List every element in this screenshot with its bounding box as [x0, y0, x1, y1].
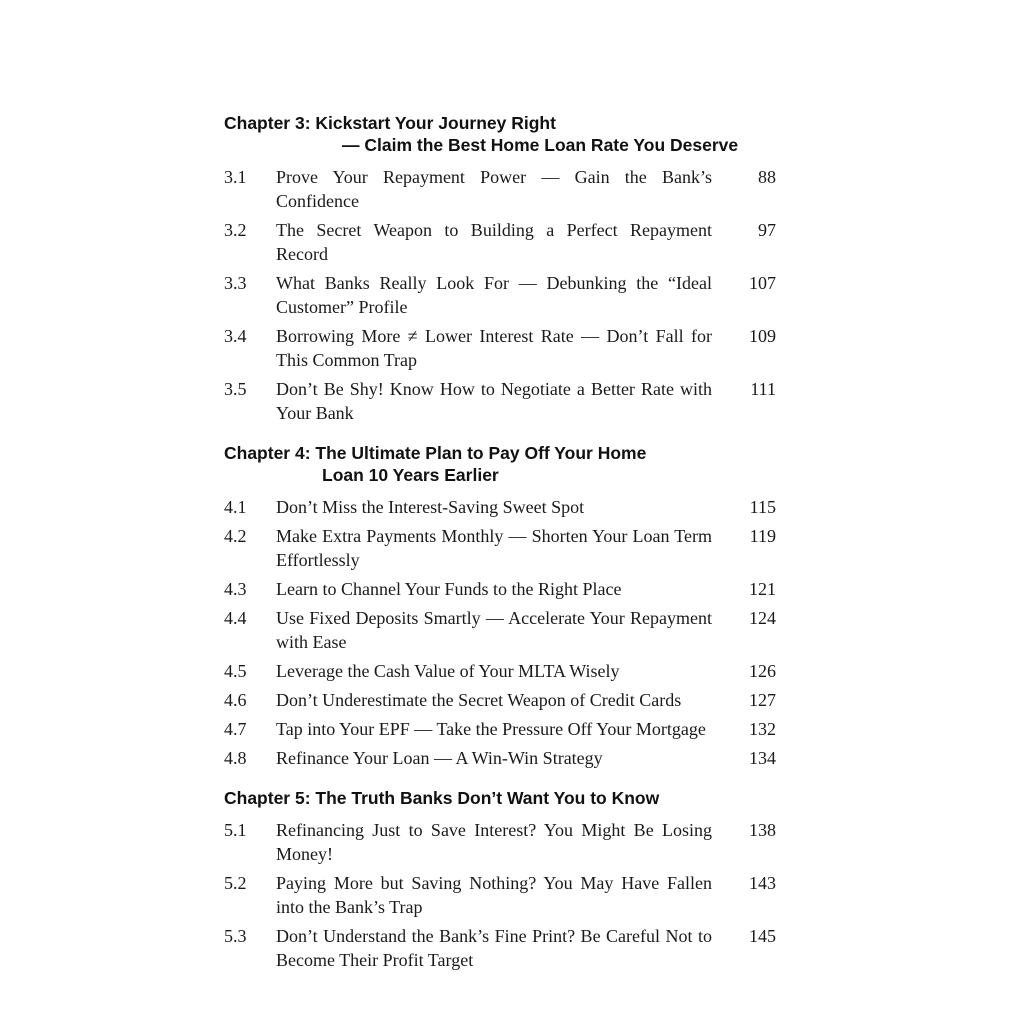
section-title: Paying More but Saving Nothing? You May Have Fallen into the Bank’s Trap: [276, 873, 712, 917]
toc-entry: [224, 717, 780, 741]
section-title: Make Extra Payments Monthly — Shorten Your Loan Term Effortlessly: [276, 526, 712, 570]
section-title: Refinancing Just to Save Interest? You Might Be Losing Money!: [276, 820, 712, 864]
chapter-heading-line2: — Claim the Best Home Loan Rate You Deserve: [342, 135, 739, 155]
section-number: 4.4: [224, 608, 247, 628]
spacer: [224, 775, 780, 787]
page-number: 111: [750, 379, 776, 399]
section-number: 4.1: [224, 497, 247, 517]
section-title: Don’t Underestimate the Secret Weapon of Credit Cards: [276, 690, 682, 710]
chapter-heading-line1: Chapter 5: The Truth Banks Don’t Want You to Know: [224, 788, 660, 808]
section-title: Don’t Miss the Interest-Saving Sweet Spot: [276, 497, 585, 517]
toc-entry: [224, 495, 780, 519]
toc-entry: [224, 218, 780, 266]
toc-entry: [224, 324, 780, 372]
toc-entry: [224, 165, 780, 213]
section-number: 3.5: [224, 379, 247, 399]
toc-entry: [224, 746, 780, 770]
toc-entry: [224, 924, 780, 972]
toc-entry: [224, 606, 780, 654]
page-number: 119: [749, 526, 776, 546]
chapter-heading-line2: Loan 10 Years Earlier: [322, 465, 499, 485]
section-title: The Secret Weapon to Building a Perfect Repayment Record: [276, 220, 712, 264]
page-number: 138: [749, 820, 776, 840]
section-number: 3.4: [224, 326, 247, 346]
section-number: 4.6: [224, 690, 247, 710]
section-title: Refinance Your Loan — A Win-Win Strategy: [276, 748, 603, 768]
toc-entry: [224, 818, 780, 866]
section-number: 3.3: [224, 273, 247, 293]
spacer: [224, 430, 780, 442]
section-number: 5.2: [224, 873, 247, 893]
chapter-heading: [224, 112, 780, 156]
toc-entry: [224, 577, 780, 601]
section-number: 3.1: [224, 167, 247, 187]
page-number: 134: [749, 748, 776, 768]
section-title: Learn to Channel Your Funds to the Right Place: [276, 579, 622, 599]
page-number: 127: [749, 690, 776, 710]
toc-entry: [224, 377, 780, 425]
section-title: Borrowing More ≠ Lower Interest Rate — Don’t Fall for This Common Trap: [276, 326, 712, 370]
section-number: 4.7: [224, 719, 247, 739]
page-number: 121: [749, 579, 776, 599]
section-title: What Banks Really Look For — Debunking the “Ideal Customer” Profile: [276, 273, 712, 317]
section-title: Don’t Understand the Bank’s Fine Print? Be Careful Not to Become Their Profit Target: [276, 926, 712, 970]
section-number: 4.2: [224, 526, 247, 546]
chapter-heading: [224, 442, 780, 486]
toc-entry: [224, 271, 780, 319]
toc-entry: [224, 688, 780, 712]
page-number: 88: [758, 167, 776, 187]
section-title: Don’t Be Shy! Know How to Negotiate a Better Rate with Your Bank: [276, 379, 712, 423]
chapter-heading-line1: Chapter 4: The Ultimate Plan to Pay Off Your Home: [224, 443, 647, 463]
section-number: 4.3: [224, 579, 247, 599]
table-of-contents: [224, 112, 780, 977]
page-number: 107: [749, 273, 776, 293]
section-title: Leverage the Cash Value of Your MLTA Wisely: [276, 661, 620, 681]
page-number: 145: [749, 926, 776, 946]
section-number: 4.5: [224, 661, 247, 681]
section-number: 5.1: [224, 820, 247, 840]
page-number: 115: [749, 497, 776, 517]
section-number: 5.3: [224, 926, 247, 946]
toc-entry: [224, 524, 780, 572]
page-number: 132: [749, 719, 776, 739]
section-title: Use Fixed Deposits Smartly — Accelerate Your Repayment with Ease: [276, 608, 712, 652]
page-number: 109: [749, 326, 776, 346]
page-number: 126: [749, 661, 776, 681]
page-number: 124: [749, 608, 776, 628]
section-title: Prove Your Repayment Power — Gain the Bank’s Confidence: [276, 167, 712, 211]
page-number: 143: [749, 873, 776, 893]
toc-entry: [224, 871, 780, 919]
chapter-heading: [224, 787, 780, 809]
section-title: Tap into Your EPF — Take the Pressure Off Your Mortgage: [276, 719, 706, 739]
section-number: 4.8: [224, 748, 247, 768]
section-number: 3.2: [224, 220, 247, 240]
chapter-heading-line1: Chapter 3: Kickstart Your Journey Right: [224, 113, 556, 133]
page-number: 97: [758, 220, 776, 240]
toc-entry: [224, 659, 780, 683]
